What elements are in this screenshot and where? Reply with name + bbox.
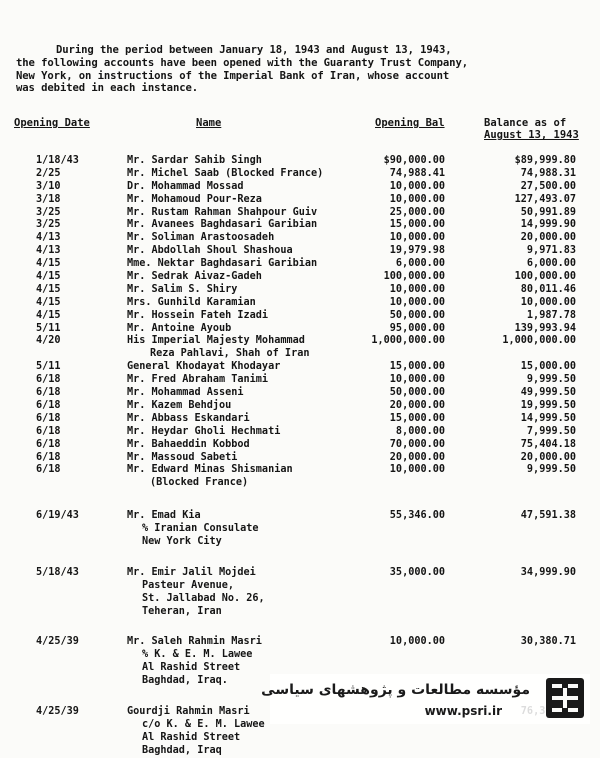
table-row xyxy=(0,232,600,245)
name-cell: Mr. Sedrak Aivaz-Gadeh xyxy=(127,271,262,283)
balance-cell: 9,999.50 xyxy=(526,374,576,386)
table-row xyxy=(0,207,600,220)
opening-balance-cell: 55,346.00 xyxy=(389,510,445,522)
opening-date-cell: 4/15 xyxy=(36,258,61,270)
balance-cell: 30,380.71 xyxy=(520,636,576,648)
table-row xyxy=(0,413,600,426)
balance-cell: 19,999.50 xyxy=(520,399,576,411)
name-cell: Mr. Emir Jalil Mojdei xyxy=(127,566,256,578)
name-cell: Mr. Heydar Gholi Hechmati xyxy=(127,425,281,437)
table-row-address-block xyxy=(0,567,600,619)
address-line: Al Rashid Street xyxy=(142,731,241,743)
opening-balance-cell: 1,000,000.00 xyxy=(371,335,445,347)
name-cell: His Imperial Majesty Mohammad xyxy=(127,335,305,347)
header-opening-date: Opening Date xyxy=(14,117,90,129)
opening-balance-cell: 10,000.00 xyxy=(389,232,445,244)
balance-cell: 100,000.00 xyxy=(514,271,576,283)
table-row xyxy=(0,374,600,387)
name-cell: Dr. Mohammad Mossad xyxy=(127,180,244,192)
balance-cell: 47,591.38 xyxy=(520,510,576,522)
opening-balance-cell: 10,000.00 xyxy=(389,296,445,308)
balance-cell: 14,999.90 xyxy=(520,219,576,231)
opening-balance-cell: 50,000.00 xyxy=(389,309,445,321)
opening-balance-cell: 10,000.00 xyxy=(389,283,445,295)
table-row xyxy=(0,297,600,310)
name-cell: Mr. Fred Abraham Tanimi xyxy=(127,374,269,386)
name-cell: Mr. Mohammad Asseni xyxy=(127,387,244,399)
opening-balance-cell: 35,000.00 xyxy=(389,566,445,578)
opening-balance-cell: 19,979.98 xyxy=(389,245,445,257)
opening-date-cell: 6/19/43 xyxy=(36,510,79,522)
name-cell: Mr. Abbass Eskandari xyxy=(127,412,250,424)
balance-cell: $89,999.80 xyxy=(514,155,576,166)
address-line: % K. & E. M. Lawee xyxy=(142,649,253,661)
name-cell: Mr. Saleh Rahmin Masri xyxy=(127,636,262,648)
table-row xyxy=(0,310,600,323)
name-cell: General Khodayat Khodayar xyxy=(127,361,281,373)
name-cell: Gourdji Rahmin Masri xyxy=(127,706,250,718)
table-row xyxy=(0,219,600,232)
name-cell: Mr. Avanees Baghdasari Garibian xyxy=(127,219,318,231)
opening-balance-cell: 25,000.00 xyxy=(389,206,445,218)
table-row xyxy=(0,168,600,181)
address-line: Al Rashid Street xyxy=(142,662,241,674)
table-row xyxy=(0,194,600,207)
balance-cell: 1,987.78 xyxy=(526,309,576,321)
opening-date-cell: 4/20 xyxy=(36,335,61,347)
opening-date-cell: 6/18 xyxy=(36,464,61,476)
opening-balance-cell: 10,000.00 xyxy=(389,374,445,386)
watermark xyxy=(261,674,590,724)
opening-date-cell: 6/18 xyxy=(36,387,61,399)
opening-date-cell: 6/18 xyxy=(36,451,61,463)
opening-balance-cell: 20,000.00 xyxy=(389,451,445,463)
address-line: Pasteur Avenue, xyxy=(142,579,235,591)
intro-line: was debited in each instance. xyxy=(16,82,199,95)
opening-date-cell: 4/25/39 xyxy=(36,636,79,648)
opening-balance-cell: 95,000.00 xyxy=(389,322,445,334)
balance-cell: 127,493.07 xyxy=(514,193,576,205)
table-row xyxy=(0,155,600,168)
opening-balance-cell: 50,000.00 xyxy=(389,387,445,399)
intro-line: During the period between January 18, 1943 and August 13, 1943, xyxy=(56,44,452,56)
table-row xyxy=(0,452,600,465)
header-balance-line1: Balance as of xyxy=(484,117,567,129)
opening-balance-cell: 15,000.00 xyxy=(389,361,445,373)
intro-line: the following accounts have been opened with the Guaranty Trust Company, xyxy=(16,56,469,69)
table-row xyxy=(0,387,600,400)
balance-cell: 6,000.00 xyxy=(526,258,576,270)
name-cell: Mr. Kazem Behdjou xyxy=(127,399,232,411)
opening-balance-cell: 70,000.00 xyxy=(389,438,445,450)
opening-date-cell: 4/15 xyxy=(36,283,61,295)
balance-cell: 74,988.31 xyxy=(520,167,576,179)
balance-cell: 14,999.50 xyxy=(520,412,576,424)
opening-date-cell: 4/15 xyxy=(36,309,61,321)
balance-cell: 15,000.00 xyxy=(520,361,576,373)
address-line: % Iranian Consulate xyxy=(142,523,259,535)
table-row xyxy=(0,271,600,284)
opening-balance-cell: 10,000.00 xyxy=(389,193,445,205)
balance-cell: 9,999.50 xyxy=(526,464,576,476)
name-cell: Mme. Nektar Baghdasari Garibian xyxy=(127,258,318,270)
name-cell: Mr. Edward Minas Shismanian xyxy=(127,464,293,476)
balance-cell: 139,993.94 xyxy=(514,322,576,334)
balance-cell: 9,971.83 xyxy=(526,245,576,257)
address-line: c/o K. & E. M. Lawee xyxy=(142,718,265,730)
opening-date-cell: 5/11 xyxy=(36,322,61,334)
name-cell: Mr. Mohamoud Pour-Reza xyxy=(127,193,262,205)
address-line: Baghdad, Iraq xyxy=(142,744,222,756)
opening-date-cell: 2/25 xyxy=(36,167,61,179)
watermark-text: مؤسسه مطالعات و پژوهشهای سیاسی xyxy=(261,682,530,698)
balance-cell: 49,999.50 xyxy=(520,387,576,399)
opening-date-cell: 6/18 xyxy=(36,399,61,411)
balance-cell: 27,500.00 xyxy=(520,180,576,192)
opening-balance-cell: 10,000.00 xyxy=(389,464,445,476)
table-row xyxy=(0,361,600,374)
header-balance-line2: August 13, 1943 xyxy=(484,129,579,141)
opening-date-cell: 6/18 xyxy=(36,425,61,437)
opening-date-cell: 4/15 xyxy=(36,271,61,283)
name-cell: Mr. Emad Kia xyxy=(127,510,201,522)
name-cell-continued: Reza Pahlavi, Shah of Iran xyxy=(150,348,310,360)
opening-balance-cell: 15,000.00 xyxy=(389,412,445,424)
table-row xyxy=(0,245,600,258)
table-row xyxy=(0,426,600,439)
table-row xyxy=(0,464,600,490)
table-row xyxy=(0,335,600,361)
table-row xyxy=(0,439,600,452)
table-row xyxy=(0,284,600,297)
header-opening-balance: Opening Bal xyxy=(375,117,445,129)
watermark-url: www.psri.ir xyxy=(424,704,502,718)
opening-balance-cell: 74,988.41 xyxy=(389,167,445,179)
opening-date-cell: 4/13 xyxy=(36,232,61,244)
psri-logo-icon xyxy=(546,678,584,718)
intro-paragraph xyxy=(16,44,576,95)
table-row xyxy=(0,181,600,194)
balance-cell: 34,999.90 xyxy=(520,566,576,578)
accounts-table xyxy=(0,155,600,758)
opening-balance-cell: 15,000.00 xyxy=(389,219,445,231)
opening-balance-cell: 20,000.00 xyxy=(389,399,445,411)
address-line: Baghdad, Iraq. xyxy=(142,675,228,687)
opening-balance-cell: 8,000.00 xyxy=(395,425,445,437)
name-cell: Mr. Salim S. Shiry xyxy=(127,283,238,295)
balance-cell: 75,404.18 xyxy=(520,438,576,450)
name-cell: Mr. Bahaeddin Kobbod xyxy=(127,438,250,450)
balance-cell: 50,991.89 xyxy=(520,206,576,218)
intro-line: New York, on instructions of the Imperial Bank of Iran, whose account xyxy=(16,69,450,82)
name-cell: Mr. Hossein Fateh Izadi xyxy=(127,309,269,321)
table-row xyxy=(0,323,600,336)
table-row xyxy=(0,258,600,271)
name-cell: Mr. Rustam Rahman Shahpour Guiv xyxy=(127,206,318,218)
opening-balance-cell: 10,000.00 xyxy=(389,636,445,648)
name-cell: Mr. Abdollah Shoul Shashoua xyxy=(127,245,293,257)
opening-date-cell: 6/18 xyxy=(36,438,61,450)
opening-date-cell: 3/18 xyxy=(36,193,61,205)
opening-date-cell: 5/11 xyxy=(36,361,61,373)
address-line: New York City xyxy=(142,535,222,547)
balance-cell: 20,000.00 xyxy=(520,451,576,463)
opening-date-cell: 6/18 xyxy=(36,412,61,424)
balance-cell: 1,000,000.00 xyxy=(502,335,576,347)
header-name: Name xyxy=(196,117,222,129)
opening-date-cell: 4/13 xyxy=(36,245,61,257)
balance-cell: 7,999.50 xyxy=(526,425,576,437)
opening-date-cell: 4/15 xyxy=(36,296,61,308)
opening-balance-cell: 100,000.00 xyxy=(383,271,445,283)
balance-cell: 20,000.00 xyxy=(520,232,576,244)
opening-date-cell: 6/18 xyxy=(36,374,61,386)
name-cell: Mr. Sardar Sahib Singh xyxy=(127,155,262,166)
name-cell: Mr. Michel Saab (Blocked France) xyxy=(127,167,324,179)
opening-date-cell: 4/25/39 xyxy=(36,706,79,718)
opening-date-cell: 5/18/43 xyxy=(36,566,79,578)
name-cell: Mr. Soliman Arastoosadeh xyxy=(127,232,275,244)
address-line: St. Jallabad No. 26, xyxy=(142,592,265,604)
name-cell: Mrs. Gunhild Karamian xyxy=(127,296,256,308)
name-cell-continued: (Blocked France) xyxy=(150,477,249,489)
opening-date-cell: 3/10 xyxy=(36,180,61,192)
balance-cell: 10,000.00 xyxy=(520,296,576,308)
opening-balance-cell: $90,000.00 xyxy=(383,155,445,166)
balance-cell: 80,011.46 xyxy=(520,283,576,295)
opening-balance-cell: 6,000.00 xyxy=(395,258,445,270)
name-cell: Mr. Antoine Ayoub xyxy=(127,322,232,334)
opening-date-cell: 3/25 xyxy=(36,206,61,218)
name-cell: Mr. Massoud Sabeti xyxy=(127,451,238,463)
address-line: Teheran, Iran xyxy=(142,605,222,617)
table-row xyxy=(0,400,600,413)
opening-date-cell: 3/25 xyxy=(36,219,61,231)
opening-balance-cell: 10,000.00 xyxy=(389,180,445,192)
table-row-address-block xyxy=(0,510,600,549)
opening-date-cell: 1/18/43 xyxy=(36,155,79,166)
